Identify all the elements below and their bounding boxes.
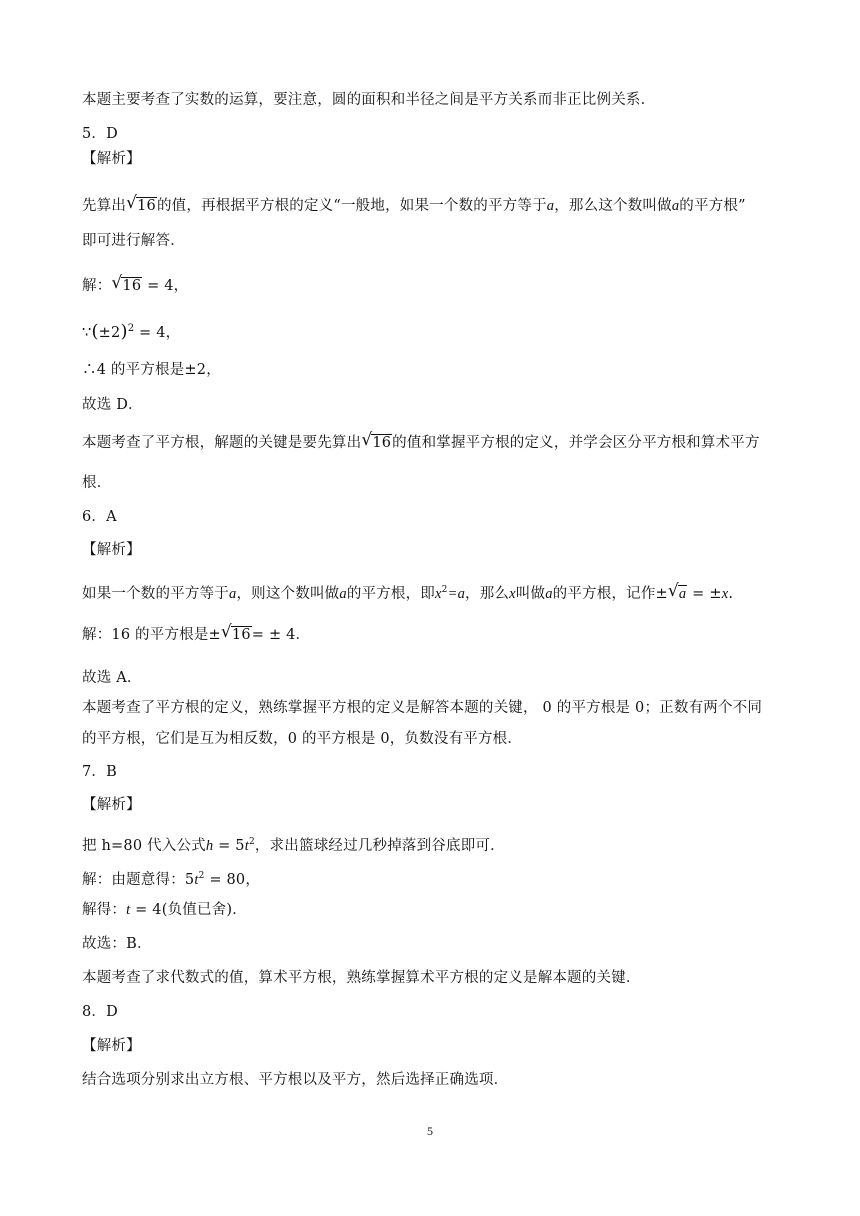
radicand: 16 (137, 198, 156, 214)
radicand: a (678, 585, 687, 602)
radicand: 16 (122, 278, 142, 294)
solution-line (82, 900, 247, 920)
text: 的值，再根据平方根的定义“一般地，如果一个数的平方等于 (156, 198, 547, 214)
question-number-5: 5．D (82, 126, 118, 142)
variable: a (545, 585, 553, 602)
period: . (728, 585, 734, 602)
text: ，那么这个数叫做 (554, 198, 672, 214)
variable: a (229, 585, 237, 602)
sqrt-expression (222, 625, 252, 645)
analysis-heading: 【解析】 (82, 797, 141, 813)
paragraph: 本题主要考查了实数的运算，要注意，圆的面积和半径之间是平方关系而非正比例关系． (82, 92, 656, 108)
text: 本题考查了平方根，解题的关键是要先算出 (82, 435, 362, 451)
choice-line: 故选 D． (82, 397, 143, 413)
radicand: 16 (231, 627, 251, 643)
expression: ±2 (98, 324, 121, 341)
sqrt-expression (362, 433, 392, 453)
paragraph-continuation: 根． (82, 475, 112, 491)
text: 的平方根” (679, 198, 746, 214)
page-number: 5 (427, 1124, 433, 1138)
text: = ± (687, 585, 722, 602)
text: 解得： (82, 902, 127, 918)
variable: t (244, 837, 249, 854)
exponent: 2 (441, 585, 448, 595)
radicand: 16 (372, 435, 392, 451)
question-number-6: 6．A (82, 509, 117, 525)
text: = 80， (204, 871, 261, 888)
sqrt-expression (127, 196, 157, 216)
sqrt-expression (112, 276, 142, 296)
text: 的平方根，记作 (552, 585, 656, 602)
question-number-8: 8．D (82, 1004, 118, 1020)
plus-minus: ± (655, 585, 668, 602)
paragraph: 结合选项分别求出立方根、平方根以及平方，然后选择正确选项． (82, 1072, 509, 1088)
paragraph (82, 433, 760, 453)
solution-line (82, 276, 188, 296)
text: = 4， (134, 324, 181, 341)
equation: =a (447, 585, 466, 602)
paragraph-continuation: 的平方根，它们是互为相反数，0 的平方根是 0，负数没有平方根． (82, 731, 523, 747)
paragraph (82, 832, 505, 856)
text: 叫做 (515, 585, 546, 602)
paren: ( (91, 320, 99, 342)
solution-line: ∴4 的平方根是±2， (82, 362, 221, 378)
text: 的值和掌握平方根的定义，并学会区分平方根和算术平方 (392, 435, 760, 451)
text: 解：16 的平方根是± (82, 627, 221, 643)
text: ，求出篮球经过几秒掉落到谷底即可． (254, 837, 505, 854)
variable: x (509, 585, 516, 602)
paragraph (82, 196, 746, 216)
variable: x (435, 585, 442, 602)
text: 先算出 (82, 198, 127, 214)
coefficient: 5 (184, 871, 195, 888)
paragraph: 本题考查了平方根的定义，熟练掌握平方根的定义是解答本题的关键， 0 的平方根是 0；正数有两个不同 (82, 700, 763, 716)
exponent: 2 (127, 323, 135, 334)
solution-line (82, 866, 260, 890)
because-symbol: ∵ (82, 324, 92, 341)
text: = 5 (213, 837, 245, 854)
text: 把 h=80 代入公式 (82, 837, 206, 854)
variable: a (339, 585, 347, 602)
paragraph (82, 580, 733, 604)
variable: a (546, 198, 555, 214)
variable: t (126, 902, 131, 918)
exponent: 2 (198, 871, 205, 881)
paragraph: 本题考查了求代数式的值，算术平方根，熟练掌握算术平方根的定义是解本题的关键． (82, 970, 641, 986)
text: 如果一个数的平方等于 (82, 585, 229, 602)
text: 解： (82, 278, 112, 294)
exponent: 2 (248, 837, 255, 847)
variable: a (671, 198, 680, 214)
choice-line: 故选：B． (82, 936, 152, 952)
paren: ) (120, 320, 128, 342)
text: ，则这个数叫做 (236, 585, 340, 602)
analysis-heading: 【解析】 (82, 1038, 141, 1054)
question-number-7: 7．B (82, 764, 117, 780)
solution-line (82, 625, 310, 645)
text: ，那么 (465, 585, 510, 602)
text: = 4(负值已舍)． (130, 902, 247, 918)
variable: h (205, 837, 214, 854)
paragraph-continuation: 即可进行解答． (82, 233, 185, 249)
text: = 4， (142, 278, 189, 294)
variable: t (194, 871, 199, 888)
solution-line (82, 319, 180, 343)
variable: x (721, 585, 729, 602)
sqrt-expression (669, 584, 687, 604)
analysis-heading: 【解析】 (82, 151, 141, 167)
text: 的平方根，即 (346, 585, 436, 602)
choice-line: 故选 A． (82, 670, 142, 686)
text: 解：由题意得： (82, 871, 185, 888)
text: = ± 4． (251, 627, 311, 643)
analysis-heading: 【解析】 (82, 542, 141, 558)
